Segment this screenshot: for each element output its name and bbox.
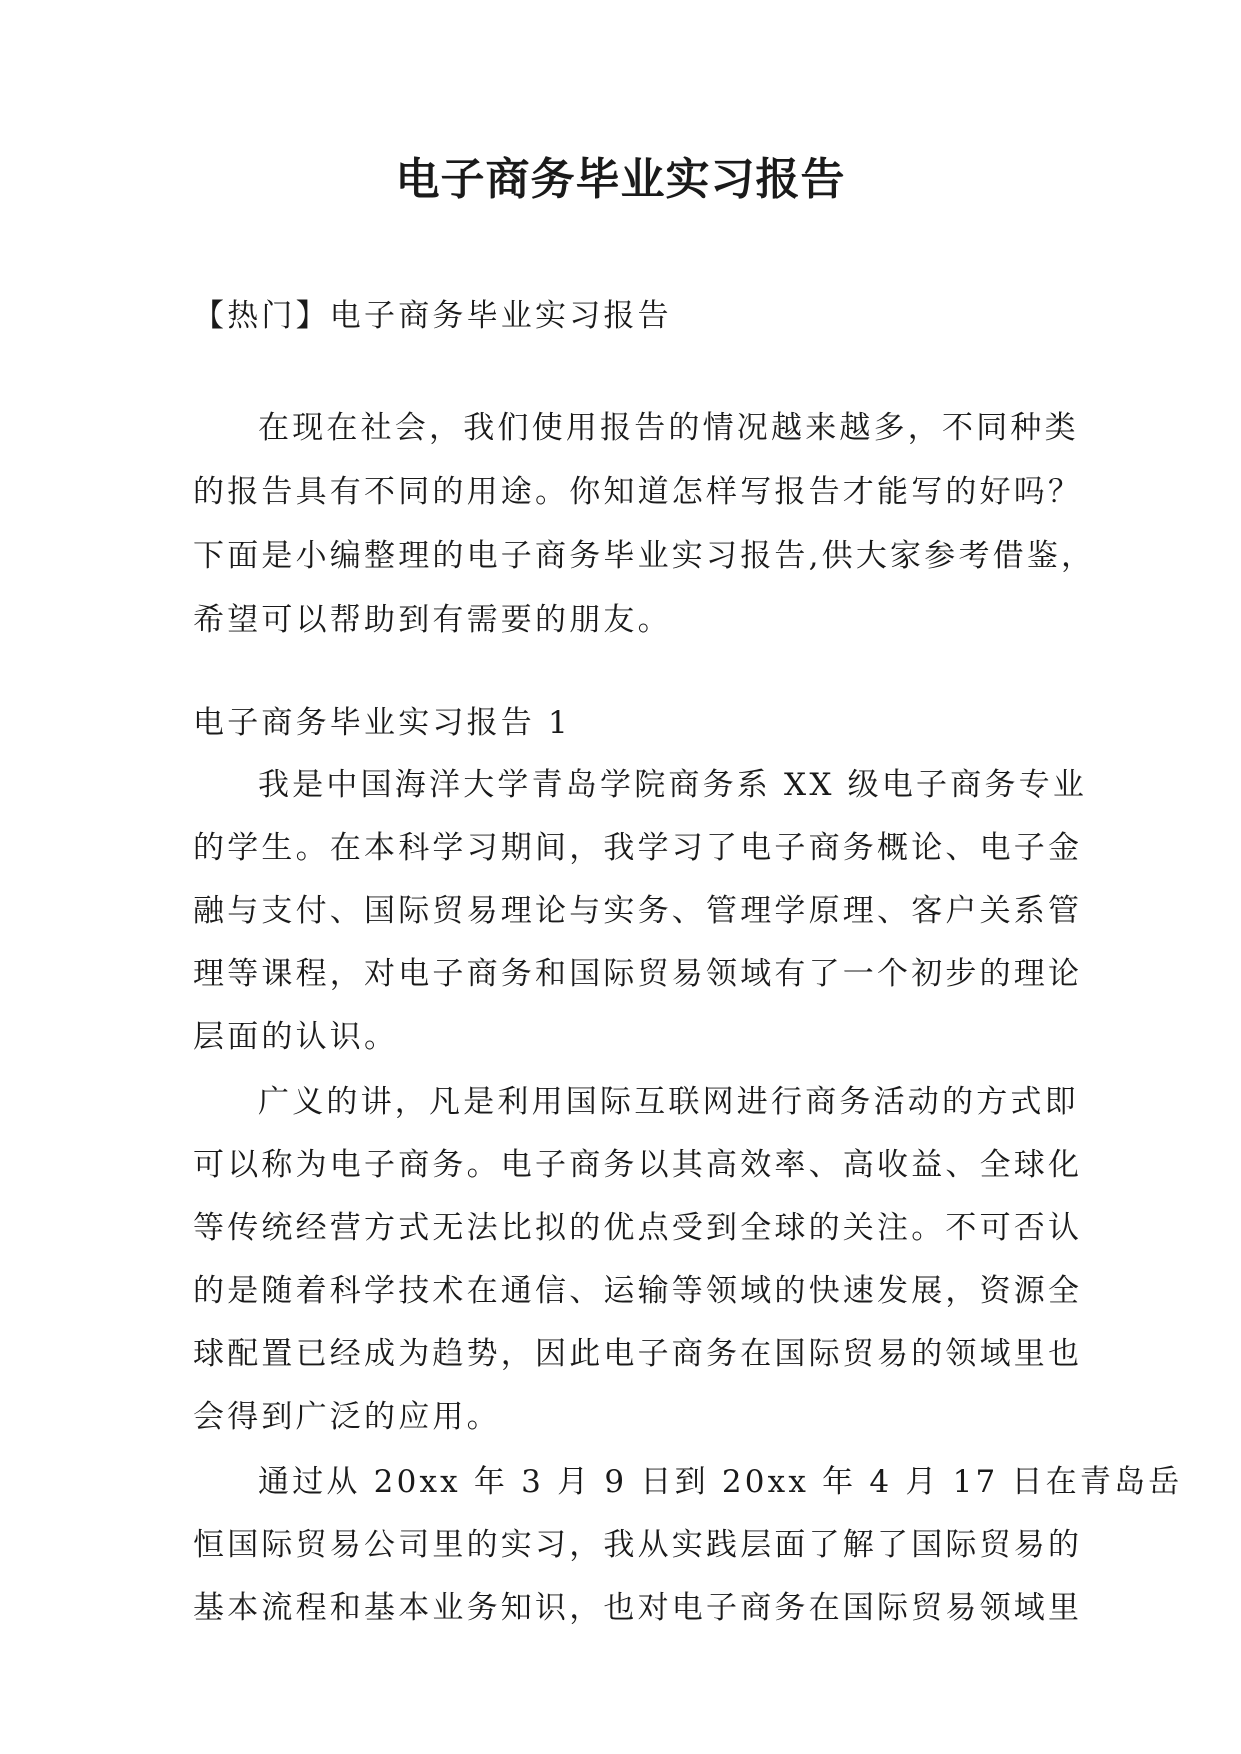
paragraph-2-line-5: 球配置已经成为趋势，因此电子商务在国际贸易的领域里也 xyxy=(193,1336,1083,1372)
paragraph-1-line-4: 理等课程，对电子商务和国际贸易领域有了一个初步的理论 xyxy=(193,956,1083,992)
paragraph-2-line-2: 可以称为电子商务。电子商务以其高效率、高收益、全球化 xyxy=(193,1147,1083,1183)
intro-line-3: 下面是小编整理的电子商务毕业实习报告,供大家参考借鉴， xyxy=(193,538,1096,574)
paragraph-1-line-1: 我是中国海洋大学青岛学院商务系 XX 级电子商务专业 xyxy=(258,767,1088,803)
section-heading: 电子商务毕业实习报告 1 xyxy=(193,705,571,741)
paragraph-1-line-2: 的学生。在本科学习期间，我学习了电子商务概论、电子金 xyxy=(193,830,1083,866)
paragraph-2-line-3: 等传统经营方式无法比拟的优点受到全球的关注。不可否认 xyxy=(193,1210,1083,1246)
paragraph-2-line-1: 广义的讲，凡是利用国际互联网进行商务活动的方式即 xyxy=(258,1084,1079,1120)
paragraph-3-line-1: 通过从 20xx 年 3 月 9 日到 20xx 年 4 月 17 日在青岛岳 xyxy=(258,1464,1183,1500)
document-title: 电子商务毕业实习报告 xyxy=(395,154,846,205)
paragraph-2-line-6: 会得到广泛的应用。 xyxy=(193,1399,501,1435)
paragraph-3-line-3: 基本流程和基本业务知识，也对电子商务在国际贸易领域里 xyxy=(193,1590,1083,1626)
paragraph-2-line-4: 的是随着科学技术在通信、运输等领域的快速发展，资源全 xyxy=(193,1273,1083,1309)
intro-line-4: 希望可以帮助到有需要的朋友。 xyxy=(193,602,672,638)
intro-line-2: 的报告具有不同的用途。你知道怎样写报告才能写的好吗？ xyxy=(193,474,1083,510)
paragraph-1-line-3: 融与支付、国际贸易理论与实务、管理学原理、客户关系管 xyxy=(193,893,1083,929)
document-subtitle: 【热门】电子商务毕业实习报告 xyxy=(193,298,672,334)
paragraph-1-line-5: 层面的认识。 xyxy=(193,1019,399,1055)
intro-line-1: 在现在社会，我们使用报告的情况越来越多，不同种类 xyxy=(258,410,1079,446)
paragraph-3-line-2: 恒国际贸易公司里的实习，我从实践层面了解了国际贸易的 xyxy=(193,1527,1083,1563)
